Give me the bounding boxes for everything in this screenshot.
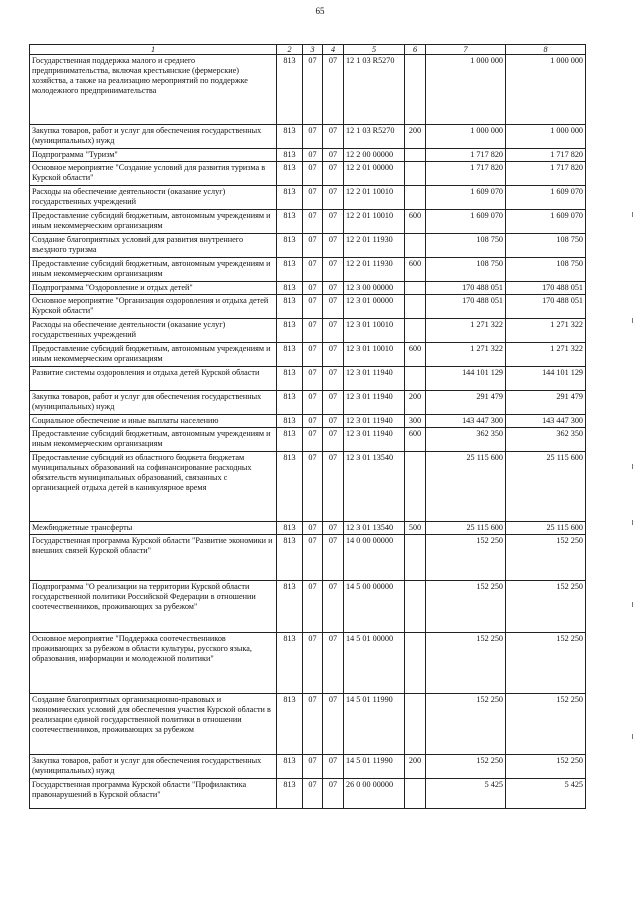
row-amount-1: 25 115 600	[426, 452, 506, 522]
row-name: Социальное обеспечение и иные выплаты населению	[30, 415, 277, 428]
row-name: Подпрограмма "Туризм"	[30, 149, 277, 162]
row-target-article: 12 1 03 R5270	[344, 55, 405, 125]
row-section: 07	[303, 186, 323, 210]
row-amount-2: 108 750	[506, 258, 586, 282]
table-row	[30, 694, 586, 755]
row-subsection: 07	[323, 633, 344, 694]
row-name: Подпрограмма "Оздоровление и отдых детей"	[30, 282, 277, 295]
row-amount-1: 362 350	[426, 428, 506, 452]
row-section: 07	[303, 755, 323, 779]
row-section: 07	[303, 452, 323, 522]
row-name: Предоставление субсидий бюджетным, автономным учреждениям и иным некоммерческим организациям	[30, 428, 277, 452]
row-subsection: 07	[323, 581, 344, 633]
row-amount-2: 1 609 070	[506, 210, 586, 234]
row-amount-1: 143 447 300	[426, 415, 506, 428]
row-amount-1: 1 000 000	[426, 125, 506, 149]
row-grbs: 813	[277, 755, 303, 779]
row-grbs: 813	[277, 522, 303, 535]
row-grbs: 813	[277, 391, 303, 415]
row-amount-1: 108 750	[426, 234, 506, 258]
row-amount-2: 152 250	[506, 535, 586, 581]
header-cell: 3	[303, 45, 323, 55]
row-expense-type	[405, 535, 426, 581]
row-section: 07	[303, 234, 323, 258]
row-grbs: 813	[277, 535, 303, 581]
row-target-article: 14 5 01 11990	[344, 694, 405, 755]
table-row	[30, 535, 586, 581]
row-target-article: 12 3 01 11940	[344, 428, 405, 452]
row-subsection: 07	[323, 755, 344, 779]
row-amount-2: 1 000 000	[506, 125, 586, 149]
row-subsection: 07	[323, 452, 344, 522]
row-amount-2: 25 115 600	[506, 452, 586, 522]
row-section: 07	[303, 162, 323, 186]
row-target-article: 12 3 01 10010	[344, 343, 405, 367]
table-row	[30, 343, 586, 367]
row-target-article: 12 3 00 00000	[344, 282, 405, 295]
row-grbs: 813	[277, 428, 303, 452]
row-amount-1: 152 250	[426, 694, 506, 755]
row-amount-2: 1 717 820	[506, 162, 586, 186]
row-expense-type	[405, 282, 426, 295]
row-grbs: 813	[277, 186, 303, 210]
row-amount-2: 1 271 322	[506, 319, 586, 343]
table-row	[30, 234, 586, 258]
table-body	[30, 45, 586, 809]
row-amount-2: 170 488 051	[506, 295, 586, 319]
row-target-article: 12 3 01 13540	[344, 452, 405, 522]
row-name: Создание благоприятных организационно-правовых и экономических условий для обеспечения участия Курской области в реализации единой государственной политики в отношении соотечественников, проживающих за рубежом	[30, 694, 277, 755]
row-grbs: 813	[277, 295, 303, 319]
row-section: 07	[303, 149, 323, 162]
row-section: 07	[303, 694, 323, 755]
row-target-article: 12 2 01 11930	[344, 258, 405, 282]
row-amount-2: 170 488 051	[506, 282, 586, 295]
row-amount-1: 152 250	[426, 633, 506, 694]
row-grbs: 813	[277, 258, 303, 282]
row-amount-2: 5 425	[506, 779, 586, 809]
row-name: Подпрограмма "О реализации на территории Курской области государственной политики Российской Федерации в отношении соотечественников, проживающих за рубежом"	[30, 581, 277, 633]
row-name: Закупка товаров, работ и услуг для обеспечения государственных (муниципальных) нужд	[30, 755, 277, 779]
row-name: Расходы на обеспечение деятельности (оказание услуг) государственных учреждений	[30, 319, 277, 343]
header-cell: 4	[323, 45, 344, 55]
row-section: 07	[303, 295, 323, 319]
table-row	[30, 415, 586, 428]
table-row	[30, 149, 586, 162]
row-grbs: 813	[277, 694, 303, 755]
row-grbs: 813	[277, 633, 303, 694]
row-section: 07	[303, 258, 323, 282]
row-amount-1: 1 717 820	[426, 149, 506, 162]
table-row	[30, 282, 586, 295]
row-target-article: 14 5 00 00000	[344, 581, 405, 633]
row-subsection: 07	[323, 295, 344, 319]
row-target-article: 12 2 00 00000	[344, 149, 405, 162]
row-name: Основное мероприятие "Поддержка соотечественников проживающих за рубежом в области культуры, русского языка, образования, информации и молодежной политики"	[30, 633, 277, 694]
row-grbs: 813	[277, 343, 303, 367]
row-amount-2: 1 717 820	[506, 149, 586, 162]
row-section: 07	[303, 633, 323, 694]
row-name: Государственная программа Курской области "Профилактика правонарушений в Курской области"	[30, 779, 277, 809]
table-row	[30, 755, 586, 779]
row-grbs: 813	[277, 319, 303, 343]
row-subsection: 07	[323, 415, 344, 428]
row-amount-1: 1 609 070	[426, 186, 506, 210]
table-row	[30, 186, 586, 210]
row-grbs: 813	[277, 452, 303, 522]
row-amount-1: 291 479	[426, 391, 506, 415]
row-subsection: 07	[323, 428, 344, 452]
row-expense-type	[405, 162, 426, 186]
row-subsection: 07	[323, 522, 344, 535]
row-section: 07	[303, 391, 323, 415]
row-grbs: 813	[277, 125, 303, 149]
row-name: Предоставление субсидий из областного бюджета бюджетам муниципальных образований на софинансирование расходных обязательств муниципальных образований, связанных с организацией отдыха детей в каникулярное время	[30, 452, 277, 522]
table-row	[30, 391, 586, 415]
row-section: 07	[303, 282, 323, 295]
row-expense-type	[405, 367, 426, 391]
row-amount-1: 170 488 051	[426, 295, 506, 319]
header-cell: 1	[30, 45, 277, 55]
row-subsection: 07	[323, 125, 344, 149]
row-name: Основное мероприятие "Создание условий для развития туризма в Курской области"	[30, 162, 277, 186]
row-section: 07	[303, 210, 323, 234]
row-grbs: 813	[277, 210, 303, 234]
row-amount-2: 291 479	[506, 391, 586, 415]
row-amount-2: 152 250	[506, 633, 586, 694]
row-amount-1: 1 717 820	[426, 162, 506, 186]
row-amount-1: 25 115 600	[426, 522, 506, 535]
row-section: 07	[303, 779, 323, 809]
row-expense-type: 500	[405, 522, 426, 535]
row-expense-type: 200	[405, 391, 426, 415]
row-target-article: 12 2 01 11930	[344, 234, 405, 258]
row-target-article: 12 2 01 10010	[344, 186, 405, 210]
row-name: Государственная программа Курской области "Развитие экономики и внешних связей Курской области"	[30, 535, 277, 581]
row-expense-type: 600	[405, 428, 426, 452]
row-grbs: 813	[277, 415, 303, 428]
row-name: Основное мероприятие "Организация оздоровления и отдыха детей Курской области"	[30, 295, 277, 319]
row-subsection: 07	[323, 535, 344, 581]
row-name: Закупка товаров, работ и услуг для обеспечения государственных (муниципальных) нужд	[30, 125, 277, 149]
row-target-article: 12 3 01 10010	[344, 319, 405, 343]
table-row	[30, 428, 586, 452]
row-subsection: 07	[323, 186, 344, 210]
row-amount-2: 362 350	[506, 428, 586, 452]
row-subsection: 07	[323, 343, 344, 367]
row-amount-1: 152 250	[426, 755, 506, 779]
table-row	[30, 581, 586, 633]
row-subsection: 07	[323, 367, 344, 391]
row-section: 07	[303, 428, 323, 452]
header-row	[30, 45, 586, 55]
row-target-article: 12 2 01 10010	[344, 210, 405, 234]
row-subsection: 07	[323, 779, 344, 809]
row-target-article: 12 1 03 R5270	[344, 125, 405, 149]
row-grbs: 813	[277, 55, 303, 125]
row-section: 07	[303, 343, 323, 367]
row-grbs: 813	[277, 149, 303, 162]
row-grbs: 813	[277, 282, 303, 295]
row-expense-type	[405, 55, 426, 125]
row-name: Расходы на обеспечение деятельности (оказание услуг) государственных учреждений	[30, 186, 277, 210]
row-section: 07	[303, 55, 323, 125]
row-expense-type	[405, 149, 426, 162]
row-expense-type: 300	[405, 415, 426, 428]
table-row	[30, 779, 586, 809]
row-subsection: 07	[323, 391, 344, 415]
row-name: Государственная поддержка малого и среднего предпринимательства, включая крестьянские (фермерские) хозяйства, а также на реализацию мероприятий по поддержке молодежного предпринимательства	[30, 55, 277, 125]
row-amount-2: 1 609 070	[506, 186, 586, 210]
row-target-article: 12 3 01 11940	[344, 415, 405, 428]
table-row	[30, 55, 586, 125]
row-name: Предоставление субсидий бюджетным, автономным учреждениям и иным некоммерческим организациям	[30, 210, 277, 234]
row-grbs: 813	[277, 581, 303, 633]
row-subsection: 07	[323, 319, 344, 343]
row-amount-2: 1 271 322	[506, 343, 586, 367]
row-amount-1: 144 101 129	[426, 367, 506, 391]
budget-table	[29, 44, 586, 809]
row-expense-type	[405, 694, 426, 755]
row-section: 07	[303, 367, 323, 391]
row-target-article: 14 0 00 00000	[344, 535, 405, 581]
row-subsection: 07	[323, 210, 344, 234]
table-row	[30, 319, 586, 343]
row-amount-1: 170 488 051	[426, 282, 506, 295]
row-expense-type: 200	[405, 125, 426, 149]
row-amount-1: 1 000 000	[426, 55, 506, 125]
row-amount-1: 152 250	[426, 535, 506, 581]
row-expense-type	[405, 186, 426, 210]
header-cell: 8	[506, 45, 586, 55]
row-name: Предоставление субсидий бюджетным, автономным учреждениям и иным некоммерческим организациям	[30, 343, 277, 367]
row-subsection: 07	[323, 694, 344, 755]
row-name: Предоставление субсидий бюджетным, автономным учреждениям и иным некоммерческим организациям	[30, 258, 277, 282]
row-section: 07	[303, 522, 323, 535]
header-cell: 6	[405, 45, 426, 55]
row-amount-2: 1 000 000	[506, 55, 586, 125]
row-expense-type: 600	[405, 258, 426, 282]
row-name: Межбюджетные трансферты	[30, 522, 277, 535]
row-target-article: 14 5 01 00000	[344, 633, 405, 694]
row-expense-type	[405, 295, 426, 319]
row-amount-1: 1 271 322	[426, 343, 506, 367]
row-subsection: 07	[323, 258, 344, 282]
header-cell: 7	[426, 45, 506, 55]
table-row	[30, 633, 586, 694]
row-amount-1: 1 609 070	[426, 210, 506, 234]
row-expense-type	[405, 779, 426, 809]
scan-edge-marks	[632, 0, 636, 905]
row-target-article: 12 3 01 00000	[344, 295, 405, 319]
row-subsection: 07	[323, 282, 344, 295]
row-target-article: 12 3 01 11940	[344, 367, 405, 391]
row-subsection: 07	[323, 162, 344, 186]
row-amount-1: 108 750	[426, 258, 506, 282]
row-name: Развитие системы оздоровления и отдыха детей Курской области	[30, 367, 277, 391]
row-target-article: 14 5 01 11990	[344, 755, 405, 779]
page-number: 65	[315, 6, 325, 16]
row-section: 07	[303, 319, 323, 343]
row-amount-2: 152 250	[506, 581, 586, 633]
row-target-article: 12 3 01 11940	[344, 391, 405, 415]
row-amount-2: 144 101 129	[506, 367, 586, 391]
table-row	[30, 367, 586, 391]
row-amount-2: 108 750	[506, 234, 586, 258]
row-amount-2: 143 447 300	[506, 415, 586, 428]
row-amount-1: 5 425	[426, 779, 506, 809]
table-row	[30, 295, 586, 319]
row-grbs: 813	[277, 367, 303, 391]
table-row	[30, 258, 586, 282]
row-grbs: 813	[277, 234, 303, 258]
row-section: 07	[303, 535, 323, 581]
header-cell: 2	[277, 45, 303, 55]
table-row	[30, 162, 586, 186]
row-expense-type	[405, 452, 426, 522]
row-amount-2: 25 115 600	[506, 522, 586, 535]
row-section: 07	[303, 581, 323, 633]
row-expense-type	[405, 234, 426, 258]
table-row	[30, 452, 586, 522]
row-grbs: 813	[277, 779, 303, 809]
row-grbs: 813	[277, 162, 303, 186]
row-expense-type: 200	[405, 755, 426, 779]
row-name: Создание благоприятных условий для развития внутреннего въездного туризма	[30, 234, 277, 258]
row-name: Закупка товаров, работ и услуг для обеспечения государственных (муниципальных) нужд	[30, 391, 277, 415]
row-expense-type: 600	[405, 210, 426, 234]
row-subsection: 07	[323, 234, 344, 258]
row-expense-type	[405, 633, 426, 694]
table-row	[30, 522, 586, 535]
row-amount-1: 1 271 322	[426, 319, 506, 343]
row-subsection: 07	[323, 149, 344, 162]
row-amount-1: 152 250	[426, 581, 506, 633]
row-section: 07	[303, 125, 323, 149]
table-row	[30, 210, 586, 234]
row-subsection: 07	[323, 55, 344, 125]
row-target-article: 26 0 00 00000	[344, 779, 405, 809]
row-expense-type: 600	[405, 343, 426, 367]
row-expense-type	[405, 581, 426, 633]
row-section: 07	[303, 415, 323, 428]
row-amount-2: 152 250	[506, 755, 586, 779]
row-amount-2: 152 250	[506, 694, 586, 755]
row-target-article: 12 2 01 00000	[344, 162, 405, 186]
header-cell: 5	[344, 45, 405, 55]
row-target-article: 12 3 01 13540	[344, 522, 405, 535]
table-row	[30, 125, 586, 149]
row-expense-type	[405, 319, 426, 343]
